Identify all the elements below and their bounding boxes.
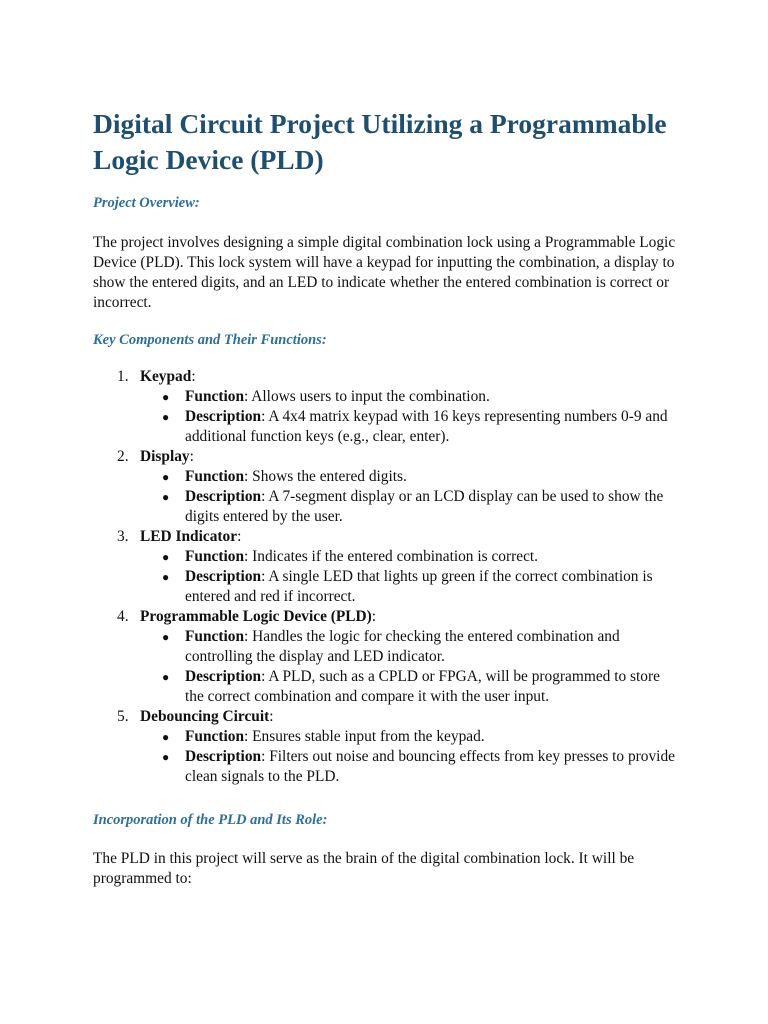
component-item-keypad: 1. Keypad: ● Function: Allows users to input the combination. ● Description: A 4x4 matrix keypad with 16 keys representing numbers 0-9 and additional function keys (e.g., clear, enter). [93, 367, 680, 447]
components-list [93, 367, 680, 787]
bullet-icon: ● [162, 470, 170, 484]
component-name: Programmable Logic Device (PLD) [140, 608, 372, 625]
function-entry [140, 727, 680, 747]
component-details [140, 727, 680, 787]
function-text: : Shows the entered digits. [244, 468, 407, 485]
bullet-icon: ● [162, 730, 170, 744]
component-item-display: 2. Display: ● Function: Shows the entered digits. ● Description: A 7-segment display or an LCD display can be used to show the digits entered by the user. [93, 447, 680, 527]
component-name: LED Indicator [140, 528, 238, 545]
description-label: Description [185, 408, 262, 425]
component-item-pld: 4. Programmable Logic Device (PLD): ● Function: Handles the logic for checking the entered combination and controlling the display and LED indicator. ● Description: A PLD, such as a CPLD or FPGA, will be programmed to store the correct combination and compare it with the user input. [93, 607, 680, 707]
component-details [140, 627, 680, 707]
component-name: Keypad [140, 368, 192, 385]
function-text: : Ensures stable input from the keypad. [244, 728, 485, 745]
component-name: Display [140, 448, 190, 465]
function-text: : Allows users to input the combination. [244, 388, 490, 405]
description-entry [140, 407, 680, 447]
description-label: Description [185, 488, 262, 505]
component-name: Debouncing Circuit [140, 708, 270, 725]
bullet-icon: ● [162, 670, 170, 684]
description-label: Description [185, 568, 262, 585]
component-number: 4. [117, 608, 129, 625]
bullet-icon: ● [162, 750, 170, 764]
description-entry [140, 487, 680, 527]
bullet-icon: ● [162, 390, 170, 404]
description-entry [140, 667, 680, 707]
overview-heading: Project Overview: [93, 195, 200, 211]
function-text: : Indicates if the entered combination is correct. [244, 548, 539, 565]
function-label: Function [185, 388, 245, 405]
bullet-icon: ● [162, 570, 170, 584]
function-label: Function [185, 628, 245, 645]
component-item-debouncing-circuit: 5. Debouncing Circuit: ● Function: Ensures stable input from the keypad. ● Description: Filters out noise and bouncing effects from key presses to provide clean signals to the PLD. [93, 707, 680, 787]
description-entry [140, 567, 680, 607]
function-label: Function [185, 548, 245, 565]
description-text: : A 7-segment display or an LCD display can be used to show the digits entered by the user. [185, 488, 664, 525]
function-label: Function [185, 728, 245, 745]
component-details [140, 467, 680, 527]
function-entry [140, 627, 680, 667]
description-text: : A single LED that lights up green if the correct combination is entered and red if incorrect. [185, 568, 653, 605]
pld-role-paragraph: The PLD in this project will serve as the brain of the digital combination lock. It will be programmed to: [93, 850, 635, 887]
document-title: Digital Circuit Project Utilizing a Programmable Logic Device (PLD) [93, 108, 667, 175]
function-label: Function [185, 468, 245, 485]
overview-paragraph: The project involves designing a simple digital combination lock using a Programmable Logic Device (PLD). This lock system will have a keypad for inputting the combination, a display to show the entered digits, and an LED to indicate whether the entered combination is correct or incorrect. [93, 234, 676, 311]
component-number: 3. [117, 528, 129, 545]
function-text: : Handles the logic for checking the entered combination and controlling the display and LED indicator. [185, 628, 620, 665]
component-number: 5. [117, 708, 129, 725]
bullet-icon: ● [162, 630, 170, 644]
description-text: : A 4x4 matrix keypad with 16 keys representing numbers 0-9 and additional function keys (e.g., clear, enter). [185, 408, 668, 445]
description-label: Description [185, 748, 262, 765]
function-entry [140, 387, 680, 407]
description-text: : Filters out noise and bouncing effects from key presses to provide clean signals to the PLD. [185, 748, 675, 785]
component-details [140, 547, 680, 607]
component-details [140, 387, 680, 447]
component-number: 1. [117, 368, 129, 385]
function-entry [140, 467, 680, 487]
components-heading: Key Components and Their Functions: [93, 332, 327, 348]
function-entry [140, 547, 680, 567]
description-text: : A PLD, such as a CPLD or FPGA, will be programmed to store the correct combination and compare it with the user input. [185, 668, 660, 705]
description-label: Description [185, 668, 262, 685]
component-number: 2. [117, 448, 129, 465]
bullet-icon: ● [162, 490, 170, 504]
pld-role-heading: Incorporation of the PLD and Its Role: [93, 812, 328, 828]
component-item-led-indicator: 3. LED Indicator: ● Function: Indicates if the entered combination is correct. ● Description: A single LED that lights up green if the correct combination is entered and red if incorrect. [93, 527, 680, 607]
description-entry [140, 747, 680, 787]
bullet-icon: ● [162, 410, 170, 424]
bullet-icon: ● [162, 550, 170, 564]
